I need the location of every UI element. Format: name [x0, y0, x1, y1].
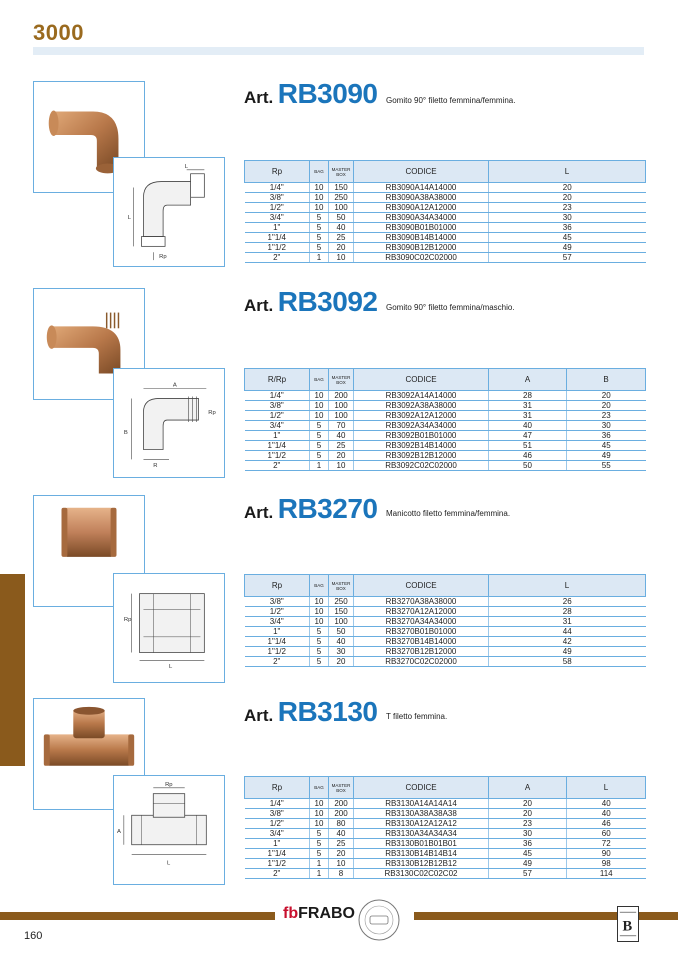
footer-bar-left: [0, 912, 275, 920]
column-header: Rp: [245, 575, 310, 597]
table-cell: 10: [310, 607, 329, 617]
table-cell: 30: [489, 213, 646, 223]
column-header: BAG: [310, 369, 329, 391]
table-cell: RB3090A38A38000: [354, 193, 489, 203]
table-cell: 30: [329, 647, 354, 657]
table-cell: 60: [567, 829, 646, 839]
brand-mark: fb: [283, 905, 299, 922]
rb3090-title: [244, 78, 377, 110]
table-cell: 5: [310, 431, 329, 441]
column-header: MASTER BOX: [329, 369, 354, 391]
table-cell: 31: [489, 401, 567, 411]
table-cell: 20: [489, 799, 567, 809]
table-cell: RB3130B01B01B01: [354, 839, 489, 849]
table-cell: 20: [329, 849, 354, 859]
table-cell: RB3130A12A12A12: [354, 819, 489, 829]
brand-logo: [283, 905, 355, 923]
dimension-label: Rp: [165, 781, 173, 788]
table-cell: 10: [329, 253, 354, 263]
table-row: [245, 627, 646, 637]
column-header: MASTER BOX: [329, 575, 354, 597]
table-cell: RB3270B12B12000: [354, 647, 489, 657]
table-cell: 10: [310, 203, 329, 213]
column-header: CODICE: [354, 369, 489, 391]
table-cell: 8: [329, 869, 354, 879]
art-code: RB3092: [277, 286, 378, 317]
table-row: [245, 253, 646, 263]
table-cell: 1": [245, 839, 310, 849]
table-cell: 10: [310, 597, 329, 607]
table-cell: 50: [489, 461, 567, 471]
certification-seal-icon: [357, 898, 401, 942]
rb3092-table: [244, 368, 646, 471]
table-cell: 100: [329, 401, 354, 411]
table-row: [245, 657, 646, 667]
table-cell: 23: [489, 819, 567, 829]
table-cell: 1/2": [245, 203, 310, 213]
table-row: [245, 203, 646, 213]
table-cell: 20: [329, 243, 354, 253]
table-cell: 49: [489, 859, 567, 869]
table-cell: 1/4": [245, 799, 310, 809]
table-cell: RB3130B12B12B12: [354, 859, 489, 869]
table-row: [245, 799, 646, 809]
art-prefix: Art.: [244, 503, 274, 522]
table-cell: 3/8": [245, 193, 310, 203]
art-code: RB3130: [277, 696, 378, 727]
table-cell: 1/2": [245, 607, 310, 617]
table-cell: 20: [329, 657, 354, 667]
group-logo-letter: B: [622, 918, 633, 935]
column-header: A: [489, 777, 567, 799]
table-cell: 80: [329, 819, 354, 829]
table-cell: RB3090B14B14000: [354, 233, 489, 243]
table-cell: RB3090A34A34000: [354, 213, 489, 223]
column-header: R/Rp: [245, 369, 310, 391]
table-row: [245, 391, 646, 401]
table-row: [245, 637, 646, 647]
table-cell: RB3130A38A38A38: [354, 809, 489, 819]
table-cell: 42: [489, 637, 646, 647]
table-row: [245, 819, 646, 829]
table-cell: 90: [567, 849, 646, 859]
coupling-ff-diagram: [114, 574, 224, 682]
table-row: [245, 421, 646, 431]
rb3092-description: Gomito 90° filetto femmina/maschio.: [386, 303, 515, 312]
table-cell: 1"1/4: [245, 233, 310, 243]
table-cell: RB3092A14A14000: [354, 391, 489, 401]
tee-ff-diagram: [114, 776, 224, 884]
column-header: MASTER BOX: [329, 161, 354, 183]
table-cell: 46: [567, 819, 646, 829]
table-cell: 57: [489, 869, 567, 879]
table-row: [245, 223, 646, 233]
table-cell: 5: [310, 213, 329, 223]
table-cell: RB3130A14A14A14: [354, 799, 489, 809]
table-cell: 114: [567, 869, 646, 879]
table-cell: 26: [489, 597, 646, 607]
table-cell: RB3092B14B14000: [354, 441, 489, 451]
column-header: CODICE: [354, 161, 489, 183]
table-cell: 1": [245, 627, 310, 637]
table-cell: 200: [329, 391, 354, 401]
table-cell: RB3090B12B12000: [354, 243, 489, 253]
table-cell: 1": [245, 223, 310, 233]
table-cell: 25: [329, 441, 354, 451]
table-cell: 2": [245, 657, 310, 667]
table-cell: 2": [245, 253, 310, 263]
rb3270-title: [244, 493, 377, 525]
table-cell: 1"1/2: [245, 859, 310, 869]
table-cell: 10: [310, 193, 329, 203]
table-cell: 45: [489, 849, 567, 859]
table-row: [245, 647, 646, 657]
group-logo-icon: [618, 907, 638, 941]
table-cell: RB3130C02C02C02: [354, 869, 489, 879]
table-cell: 10: [310, 183, 329, 193]
table-row: [245, 869, 646, 879]
table-cell: 5: [310, 223, 329, 233]
table-cell: 44: [489, 627, 646, 637]
table-cell: 23: [567, 411, 646, 421]
rb3270-description: Manicotto filetto femmina/femmina.: [386, 509, 511, 518]
table-cell: 25: [329, 839, 354, 849]
table-cell: 36: [567, 431, 646, 441]
table-cell: 100: [329, 617, 354, 627]
table-cell: 3/8": [245, 809, 310, 819]
table-cell: 36: [489, 839, 567, 849]
column-header: Rp: [245, 161, 310, 183]
table-cell: 98: [567, 859, 646, 869]
table-cell: RB3270C02C02000: [354, 657, 489, 667]
table-cell: 10: [310, 799, 329, 809]
table-row: [245, 451, 646, 461]
table-cell: 31: [489, 617, 646, 627]
rb3092-title: [244, 286, 377, 318]
table-cell: 20: [567, 391, 646, 401]
table-cell: 40: [567, 809, 646, 819]
table-cell: RB3130A34A34A34: [354, 829, 489, 839]
rb3270-table: [244, 574, 646, 667]
table-row: [245, 193, 646, 203]
table-cell: 1"1/4: [245, 441, 310, 451]
table-cell: 1"1/4: [245, 849, 310, 859]
table-row: [245, 213, 646, 223]
art-code: RB3090: [277, 78, 378, 109]
column-header: BAG: [310, 575, 329, 597]
rb3130-title: [244, 696, 377, 728]
column-header: CODICE: [354, 575, 489, 597]
table-cell: 5: [310, 829, 329, 839]
table-cell: 10: [310, 411, 329, 421]
table-cell: 5: [310, 647, 329, 657]
table-cell: 49: [489, 243, 646, 253]
table-cell: 3/4": [245, 213, 310, 223]
table-row: [245, 839, 646, 849]
table-cell: 1"1/2: [245, 451, 310, 461]
table-cell: 5: [310, 243, 329, 253]
group-logo: [617, 906, 639, 942]
column-header: B: [567, 369, 646, 391]
table-cell: 10: [329, 461, 354, 471]
column-header: MASTER BOX: [329, 777, 354, 799]
table-cell: 46: [489, 451, 567, 461]
table-cell: 3/8": [245, 401, 310, 411]
dimension-label: A: [172, 382, 177, 389]
table-row: [245, 809, 646, 819]
table-cell: 47: [489, 431, 567, 441]
table-cell: 1/4": [245, 183, 310, 193]
table-cell: 40: [329, 829, 354, 839]
table-cell: 200: [329, 809, 354, 819]
page-number: 160: [24, 930, 43, 942]
table-cell: 51: [489, 441, 567, 451]
table-cell: 5: [310, 839, 329, 849]
table-cell: 5: [310, 451, 329, 461]
table-row: [245, 233, 646, 243]
table-cell: 10: [310, 391, 329, 401]
header-band: [33, 47, 644, 55]
table-cell: 1: [310, 859, 329, 869]
table-cell: RB3270A34A34000: [354, 617, 489, 627]
table-row: [245, 607, 646, 617]
art-prefix: Art.: [244, 88, 274, 107]
table-cell: 3/4": [245, 617, 310, 627]
table-cell: 1": [245, 431, 310, 441]
table-row: [245, 829, 646, 839]
dimension-label: Rp: [123, 617, 132, 624]
table-cell: RB3092A12A12000: [354, 411, 489, 421]
table-cell: 1/2": [245, 411, 310, 421]
table-cell: RB3092B12B12000: [354, 451, 489, 461]
dimension-label: Rp: [208, 410, 216, 417]
table-cell: 20: [489, 809, 567, 819]
rb3130-table: [244, 776, 646, 879]
table-row: [245, 183, 646, 193]
table-row: [245, 431, 646, 441]
table-cell: 49: [567, 451, 646, 461]
table-cell: 5: [310, 849, 329, 859]
table-row: [245, 859, 646, 869]
elbow-fm-diagram: [114, 369, 224, 477]
table-cell: 10: [310, 617, 329, 627]
table-row: [245, 597, 646, 607]
table-cell: 2": [245, 869, 310, 879]
table-cell: 40: [329, 637, 354, 647]
dimension-label: B: [123, 429, 128, 436]
table-cell: 5: [310, 637, 329, 647]
table-cell: 70: [329, 421, 354, 431]
art-code: RB3270: [277, 493, 378, 524]
table-cell: 1"1/4: [245, 637, 310, 647]
table-cell: 25: [329, 233, 354, 243]
dimension-label: L: [184, 163, 188, 170]
column-header: L: [489, 161, 646, 183]
table-cell: 20: [567, 401, 646, 411]
table-cell: RB3130B14B14B14: [354, 849, 489, 859]
table-cell: RB3090B01B01000: [354, 223, 489, 233]
table-cell: 20: [329, 451, 354, 461]
dimension-label: A: [116, 828, 121, 835]
table-row: [245, 243, 646, 253]
table-cell: 45: [567, 441, 646, 451]
elbow-ff-diagram: [114, 158, 224, 266]
dimension-label: L: [169, 664, 173, 671]
table-cell: 50: [329, 627, 354, 637]
table-cell: RB3090C02C02000: [354, 253, 489, 263]
dimension-label: L: [127, 214, 132, 221]
column-header: L: [489, 575, 646, 597]
art-prefix: Art.: [244, 296, 274, 315]
table-cell: 150: [329, 183, 354, 193]
table-cell: 3/4": [245, 421, 310, 431]
rb3090-description: Gomito 90° filetto femmina/femmina.: [386, 96, 516, 105]
table-cell: 72: [567, 839, 646, 849]
table-cell: 40: [567, 799, 646, 809]
table-cell: 1/2": [245, 819, 310, 829]
column-header: CODICE: [354, 777, 489, 799]
table-cell: 150: [329, 607, 354, 617]
table-cell: 36: [489, 223, 646, 233]
table-cell: 28: [489, 607, 646, 617]
table-cell: 20: [489, 183, 646, 193]
table-cell: 57: [489, 253, 646, 263]
table-cell: 3/8": [245, 597, 310, 607]
dimension-label: Rp: [159, 254, 167, 261]
dimension-label: R: [153, 463, 158, 470]
rb3090-drawing: [113, 157, 225, 267]
table-row: [245, 617, 646, 627]
table-cell: RB3092A34A34000: [354, 421, 489, 431]
table-cell: 5: [310, 233, 329, 243]
rb3130-drawing: [113, 775, 225, 885]
table-cell: 50: [329, 213, 354, 223]
table-cell: 200: [329, 799, 354, 809]
table-cell: RB3092A38A38000: [354, 401, 489, 411]
table-cell: 5: [310, 441, 329, 451]
table-cell: 1/4": [245, 391, 310, 401]
table-cell: 30: [489, 829, 567, 839]
table-cell: RB3092B01B01000: [354, 431, 489, 441]
rb3130-description: T filetto femmina.: [386, 712, 448, 721]
table-cell: 1: [310, 869, 329, 879]
table-row: [245, 441, 646, 451]
table-cell: RB3090A14A14000: [354, 183, 489, 193]
column-header: BAG: [310, 777, 329, 799]
table-cell: 31: [489, 411, 567, 421]
table-cell: 1: [310, 461, 329, 471]
table-cell: 10: [310, 401, 329, 411]
rb3270-drawing: [113, 573, 225, 683]
table-cell: 10: [310, 809, 329, 819]
table-cell: RB3092C02C02000: [354, 461, 489, 471]
table-cell: 3/4": [245, 829, 310, 839]
table-cell: 40: [329, 431, 354, 441]
table-cell: 10: [329, 859, 354, 869]
table-cell: 45: [489, 233, 646, 243]
table-row: [245, 849, 646, 859]
table-cell: 1"1/2: [245, 647, 310, 657]
table-cell: 5: [310, 627, 329, 637]
table-cell: 55: [567, 461, 646, 471]
column-header: L: [567, 777, 646, 799]
rb3090-table: [244, 160, 646, 263]
table-cell: 10: [310, 819, 329, 829]
table-cell: 5: [310, 657, 329, 667]
table-cell: 100: [329, 203, 354, 213]
side-tab: [0, 574, 25, 766]
table-cell: 58: [489, 657, 646, 667]
table-cell: 100: [329, 411, 354, 421]
rb3092-drawing: [113, 368, 225, 478]
table-cell: 49: [489, 647, 646, 657]
table-cell: 40: [489, 421, 567, 431]
art-prefix: Art.: [244, 706, 274, 725]
table-row: [245, 411, 646, 421]
table-cell: RB3090A12A12000: [354, 203, 489, 213]
dimension-label: L: [167, 860, 171, 867]
table-cell: RB3270A38A38000: [354, 597, 489, 607]
table-cell: 40: [329, 223, 354, 233]
table-cell: 5: [310, 421, 329, 431]
column-header: BAG: [310, 161, 329, 183]
table-cell: 30: [567, 421, 646, 431]
column-header: Rp: [245, 777, 310, 799]
table-cell: 2": [245, 461, 310, 471]
table-cell: 1: [310, 253, 329, 263]
series-title: 3000: [33, 20, 84, 45]
table-cell: RB3270B14B14000: [354, 637, 489, 647]
table-cell: 20: [489, 193, 646, 203]
brand-name: FRABO: [298, 905, 355, 922]
table-cell: RB3270B01B01000: [354, 627, 489, 637]
table-cell: 1"1/2: [245, 243, 310, 253]
table-row: [245, 461, 646, 471]
table-cell: 250: [329, 193, 354, 203]
table-cell: 23: [489, 203, 646, 213]
table-cell: 28: [489, 391, 567, 401]
column-header: A: [489, 369, 567, 391]
table-cell: RB3270A12A12000: [354, 607, 489, 617]
table-cell: 250: [329, 597, 354, 607]
table-row: [245, 401, 646, 411]
